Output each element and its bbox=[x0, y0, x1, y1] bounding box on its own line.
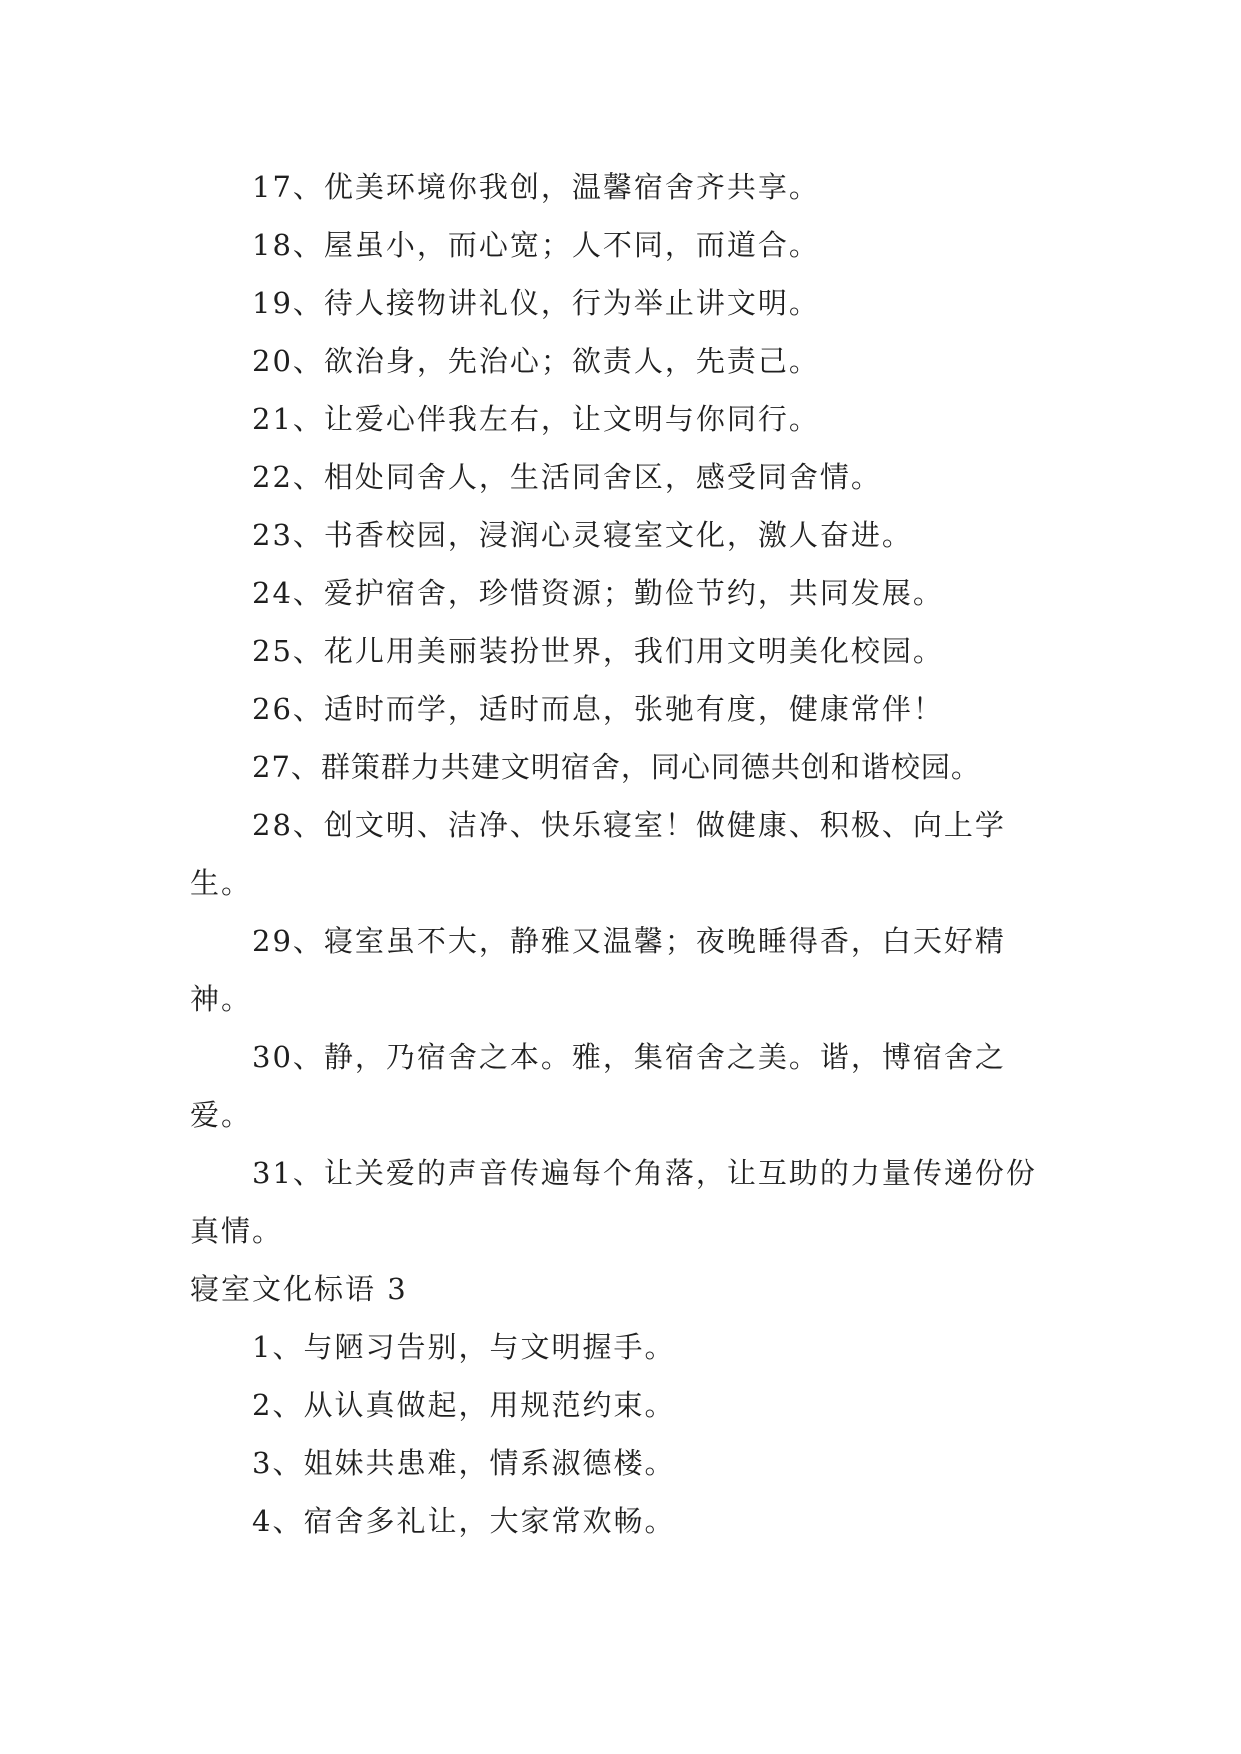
slogan-item: 22、相处同舍人，生活同舍区，感受同舍情。 bbox=[252, 460, 882, 494]
slogan-item: 3、姐妹共患难，情系淑德楼。 bbox=[252, 1446, 676, 1480]
slogan-item: 20、欲治身，先治心；欲责人，先责己。 bbox=[252, 344, 820, 378]
slogan-item: 31、让关爱的声音传遍每个角落，让互助的力量传递份份真情。 bbox=[190, 1156, 1037, 1248]
slogan-item: 24、爱护宿舍，珍惜资源；勤俭节约，共同发展。 bbox=[252, 576, 944, 610]
slogan-item: 19、待人接物讲礼仪，行为举止讲文明。 bbox=[252, 286, 820, 320]
document-body bbox=[190, 158, 1060, 1550]
slogan-item: 29、寝室虽不大，静雅又温馨；夜晚睡得香，白天好精神。 bbox=[190, 924, 1006, 1016]
slogan-item: 23、书香校园，浸润心灵寝室文化，激人奋进。 bbox=[252, 518, 913, 552]
slogan-item: 27、群策群力共建文明宿舍，同心同德共创和谐校园。 bbox=[252, 750, 981, 784]
slogan-item: 21、让爱心伴我左右，让文明与你同行。 bbox=[252, 402, 820, 436]
slogan-item: 25、花儿用美丽装扮世界，我们用文明美化校园。 bbox=[252, 634, 944, 668]
slogan-item: 17、优美环境你我创，温馨宿舍齐共享。 bbox=[252, 170, 820, 204]
slogan-item: 18、屋虽小，而心宽；人不同，而道合。 bbox=[252, 228, 820, 262]
section-heading: 寝室文化标语 3 bbox=[190, 1272, 408, 1306]
slogan-item: 28、创文明、洁净、快乐寝室！做健康、积极、向上学生。 bbox=[190, 808, 1006, 900]
slogan-item: 4、宿舍多礼让，大家常欢畅。 bbox=[252, 1504, 676, 1538]
slogan-item: 1、与陋习告别，与文明握手。 bbox=[252, 1330, 676, 1364]
slogan-item: 2、从认真做起，用规范约束。 bbox=[252, 1388, 676, 1422]
slogan-item: 30、静，乃宿舍之本。雅，集宿舍之美。谐，博宿舍之爱。 bbox=[190, 1040, 1006, 1132]
slogan-item: 26、适时而学，适时而息，张驰有度，健康常伴！ bbox=[252, 692, 944, 726]
